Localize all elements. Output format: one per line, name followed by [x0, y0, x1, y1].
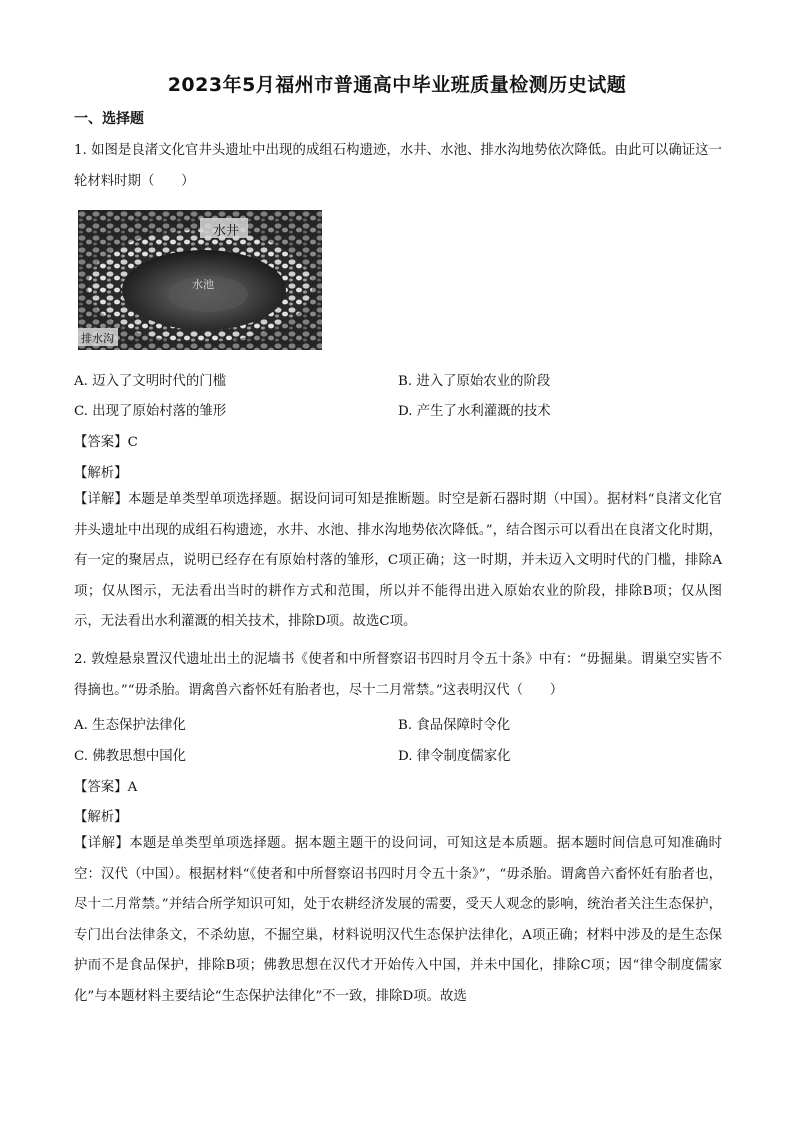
answer-value: A — [127, 780, 138, 795]
q2-analysis-tag: 【解析】 — [74, 810, 128, 825]
q1-option-b: B. 进入了原始农业的阶段 — [398, 374, 551, 389]
q1-detail — [74, 485, 722, 638]
q2-answer — [74, 776, 137, 795]
answer-tag: 【答案】 — [74, 780, 128, 795]
label-well: 水井 — [213, 224, 240, 239]
q2-option-a: A. 生态保护法律化 — [74, 718, 186, 733]
q1-option-a: A. 迈入了文明时代的门槛 — [74, 374, 227, 389]
q2-option-d: D. 律令制度儒家化 — [398, 749, 511, 764]
label-pool: 水池 — [192, 278, 214, 291]
archaeological-site-photo — [78, 210, 322, 350]
detail-text: 本题是单类型单项选择题。据本题主题干的设问词，可知这是本质题。据本题时间信息可知准确时空：汉代（中国）。根据材料“《使者和中所督察诏书四时月令五十条》”，“毋杀胎。谓禽兽六畜怀妊有胎者也，尽十二月常禁。”并结合所学知识可知，处于农耕经济发展的需要，受天人观念的影响，统治者关注生态保护，专门出台法律条文，不杀幼崽，不掘空巢，材料说明汉代生态保护法律化，A项正确；材料中涉及的是生态保护而不是食品保护，排除B项；佛教思想在汉代才开始传入中国，并未中国化，排除C项；因“律令制度儒家化”与本题材料主要结论“生态保护法律化”不一致，排除D项。故选 — [74, 836, 723, 1004]
q1-answer — [74, 431, 138, 450]
q2-option-b: B. 食品保障时令化 — [398, 718, 511, 733]
q2-detail — [74, 829, 722, 1013]
detail-tag: 【详解】 — [74, 836, 130, 851]
q1-option-c: C. 出现了原始村落的雏形 — [74, 404, 227, 419]
q1-analysis-tag: 【解析】 — [74, 466, 128, 481]
page-title: 2023年5月福州市普通高中毕业班质量检测历史试题 — [167, 74, 627, 96]
detail-tag: 【详解】 — [74, 492, 128, 507]
answer-tag: 【答案】 — [74, 435, 128, 450]
question-2-stem: 2. 敦煌悬泉置汉代遗址出土的泥墙书《使者和中所督察诏书四时月令五十条》中有：“毋掘巢。谓巢空实皆不得摘也。”“毋杀胎。谓禽兽六畜怀妊有胎者也，尽十二月常禁。”这表明汉代（ ） — [74, 652, 722, 698]
detail-text: 本题是单类型单项选择题。据设问词可知是推断题。时空是新石器时期（中国）。据材料“良渚文化官井头遗址中出现的成组石构遗迹，水井、水池、排水沟地势依次降低。”，结合图示可以看出在良渚文化时期，有一定的聚居点，说明已经存在有原始村落的雏形，C项正确；这一时期，并未迈入文明时代的门槛，排除A项；仅从图示，无法看出当时的耕作方式和范围，所以并不能得出进入原始农业的阶段，排除B项；仅从图示，无法看出水利灌溉的相关技术，排除D项。故选C项。 — [74, 492, 722, 630]
answer-value: C — [127, 435, 138, 450]
q1-option-d: D. 产生了水利灌溉的技术 — [398, 404, 551, 419]
q2-option-c: C. 佛教思想中国化 — [74, 749, 187, 764]
label-ditch: 排水沟 — [81, 332, 114, 345]
section-heading: 一、选择题 — [74, 111, 144, 127]
question-1-stem: 1. 如图是良渚文化官井头遗址中出现的成组石构遗迹，水井、水池、排水沟地势依次降低。由此可以确证这一轮材料时期（ ） — [74, 143, 722, 189]
